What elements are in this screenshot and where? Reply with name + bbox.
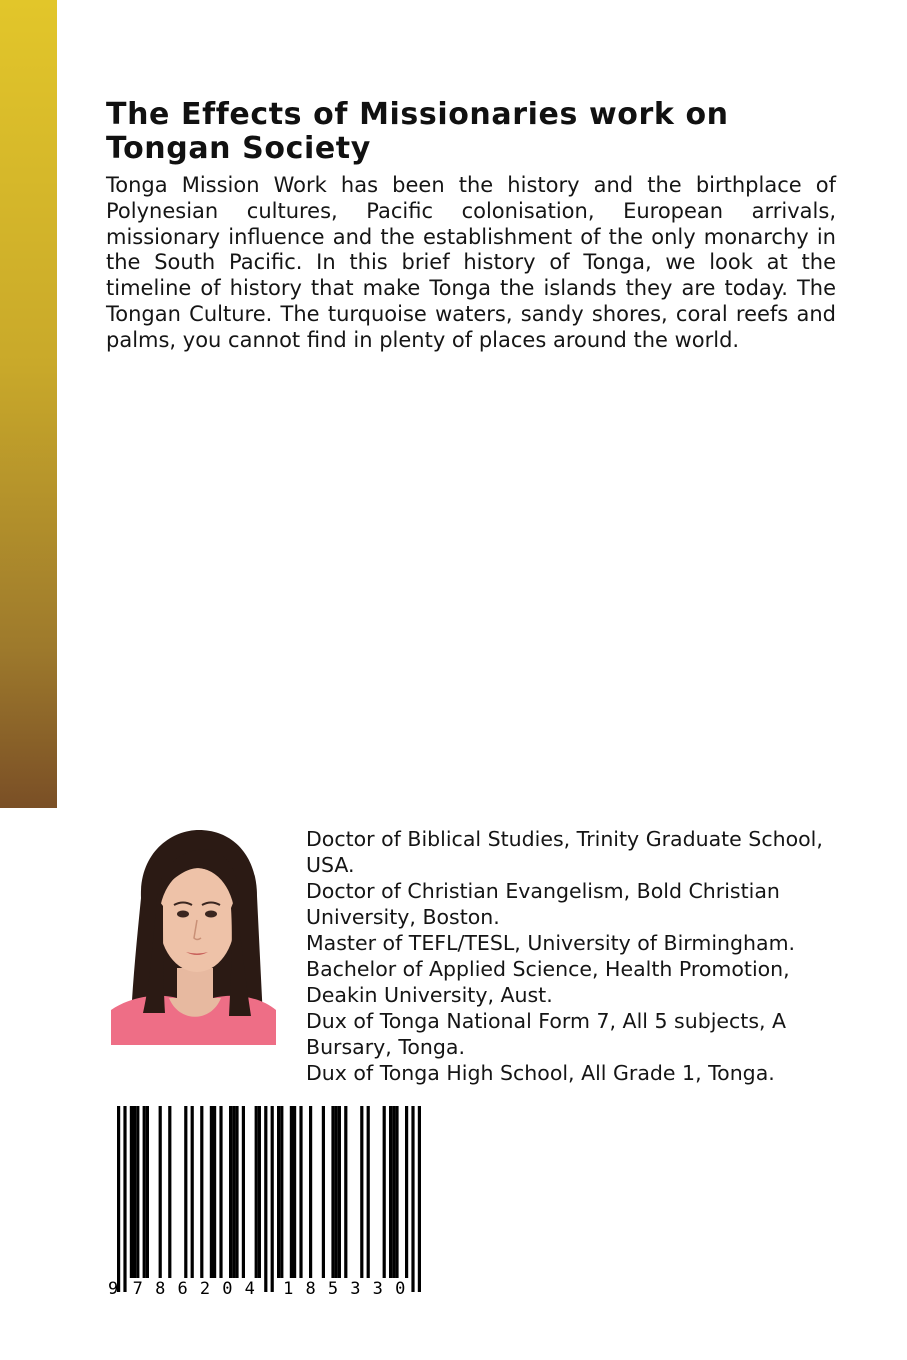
- barcode-bar: [309, 1106, 312, 1278]
- isbn-barcode: [106, 1100, 426, 1300]
- credential-item: Doctor of Christian Evangelism, Bold Christian University, Boston.: [306, 879, 780, 929]
- barcode-bar: [123, 1106, 126, 1292]
- barcode-bar: [367, 1106, 370, 1278]
- credential-item: Dux of Tonga National Form 7, All 5 subjects, A Bursary, Tonga.: [306, 1009, 787, 1059]
- barcode-bar: [338, 1106, 341, 1278]
- barcode-digit: 2: [199, 1279, 211, 1299]
- author-credentials: [306, 826, 866, 1086]
- barcode-bar: [133, 1106, 136, 1278]
- barcode-icon: [106, 1100, 426, 1300]
- barcode-digit: 8: [305, 1279, 316, 1299]
- credential-item: Master of TEFL/TESL, University of Birmingham.: [306, 931, 796, 955]
- barcode-bar: [191, 1106, 194, 1278]
- barcode-bar: [130, 1106, 133, 1278]
- barcode-digit: 3: [372, 1279, 383, 1299]
- barcode-bar: [392, 1106, 395, 1278]
- barcode-bar: [264, 1106, 267, 1292]
- book-title: The Effects of Missionaries work on Tongan Society: [106, 97, 729, 166]
- barcode-bar: [168, 1106, 171, 1278]
- barcode-bar: [258, 1106, 261, 1278]
- credential-item: Dux of Tonga High School, All Grade 1, Tonga.: [306, 1061, 775, 1085]
- barcode-bar: [229, 1106, 232, 1278]
- barcode-bar: [117, 1106, 120, 1292]
- barcode-bar: [293, 1106, 296, 1278]
- barcode-bar: [280, 1106, 283, 1278]
- barcode-bar: [360, 1106, 363, 1278]
- barcode-bar: [184, 1106, 187, 1278]
- barcode-bar: [331, 1106, 334, 1278]
- barcode-bar: [210, 1106, 213, 1278]
- barcode-bar: [405, 1106, 408, 1278]
- barcode-bar: [299, 1106, 302, 1278]
- barcode-bar: [219, 1106, 222, 1278]
- barcode-digit: 4: [244, 1279, 255, 1299]
- author-portrait-icon: [111, 828, 276, 1045]
- barcode-digit: 6: [177, 1279, 188, 1299]
- barcode-bar: [200, 1106, 203, 1278]
- barcode-bar: [159, 1106, 162, 1278]
- barcode-bar: [389, 1106, 392, 1278]
- barcode-digit: 7: [132, 1279, 143, 1299]
- barcode-bar: [411, 1106, 414, 1292]
- barcode-bar: [143, 1106, 146, 1278]
- barcode-bar: [242, 1106, 245, 1278]
- barcode-bar: [290, 1106, 293, 1278]
- barcode-bar: [335, 1106, 338, 1278]
- barcode-digit: 5: [327, 1279, 339, 1299]
- barcode-bar: [277, 1106, 280, 1278]
- author-photo: [111, 828, 276, 1045]
- barcode-digit: 9: [108, 1279, 119, 1299]
- credential-item: Bachelor of Applied Science, Health Promotion, Deakin University, Aust.: [306, 957, 790, 1007]
- barcode-bar: [383, 1106, 386, 1278]
- book-blurb: Tonga Mission Work has been the history and the birthplace of Polynesian cultures, Pacific colonisation, European arrivals, missionary influence and the establishment of the only monarchy in the South Pacific. In this brief history of Tonga, we look at the timeline of history that make Tonga the islands they are today. The Tongan Culture. The turquoise waters, sandy shores, coral reefs and palms, you cannot find in plenty of places around the world.: [106, 173, 836, 352]
- barcode-bar: [395, 1106, 398, 1278]
- barcode-bar: [232, 1106, 235, 1278]
- barcode-digit: 0: [395, 1279, 406, 1299]
- barcode-bar: [213, 1106, 216, 1278]
- barcode-digit: 3: [350, 1279, 361, 1299]
- barcode-bar: [136, 1106, 139, 1278]
- barcode-digit: 8: [155, 1279, 166, 1299]
- barcode-bar: [344, 1106, 347, 1278]
- barcode-bar: [418, 1106, 421, 1292]
- barcode-digit: 1: [283, 1279, 294, 1299]
- barcode-bar: [271, 1106, 274, 1292]
- barcode-bar: [146, 1106, 149, 1278]
- barcode-bar: [255, 1106, 258, 1278]
- spine-color-bar: [0, 0, 57, 808]
- barcode-bar: [322, 1106, 325, 1278]
- barcode-digit: 0: [222, 1279, 233, 1299]
- barcode-bar: [235, 1106, 238, 1278]
- credential-item: Doctor of Biblical Studies, Trinity Graduate School, USA.: [306, 827, 823, 877]
